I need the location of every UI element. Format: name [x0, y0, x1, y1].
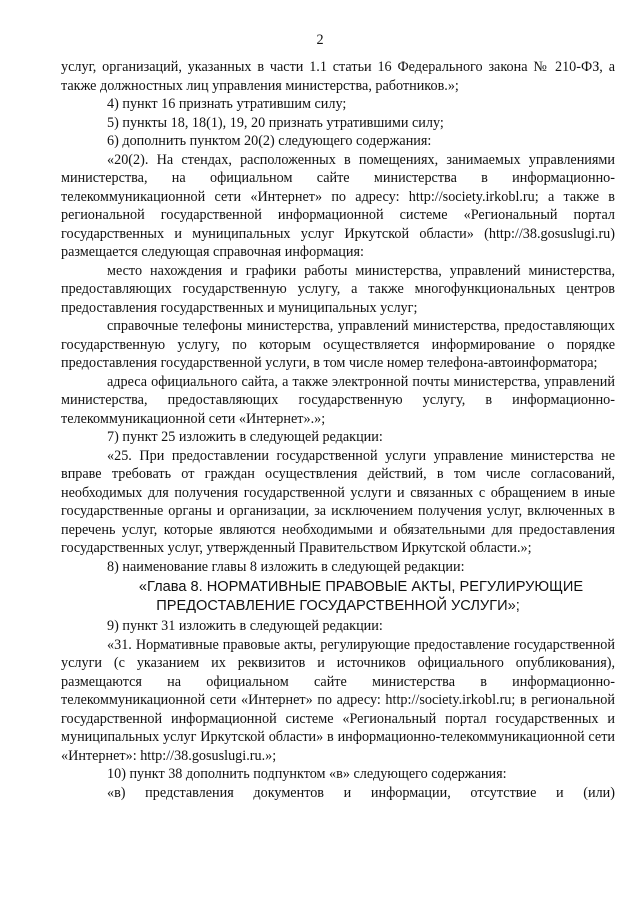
paragraph: адреса официального сайта, а также электронной почты министерства, управлений министерства, предоставляющих государственную услугу, в информационно-телекоммуникационной сети «Интернет».»; — [61, 373, 615, 427]
paragraph: 8) наименование главы 8 изложить в следующей редакции: — [107, 558, 465, 575]
paragraphs-after-heading — [61, 617, 615, 802]
page-number: 2 — [316, 32, 324, 48]
paragraph: 5) пункты 18, 18(1), 19, 20 признать утратившими силу; — [107, 114, 444, 131]
chapter-heading-line-1: «Глава 8. НОРМАТИВНЫЕ ПРАВОВЫЕ АКТЫ, РЕГУЛИРУЮЩИЕ — [138, 579, 584, 595]
paragraph: «20(2). На стендах, расположенных в помещениях, занимаемых управлениями министерства, на официальном сайте министерства в информационно-телекоммуникационной сети «Интернет» по адресу: http://society.irkobl.ru; а также в региональной государственной информационной системе «Региональный портал государственных и муниципальных услуг Иркутской области» (http://38.gosuslugi.ru) размещается следующая справочная информация: — [61, 151, 615, 260]
paragraph: услуг, организаций, указанных в части 1.1 статьи 16 Федерального закона № 210-ФЗ, а также должностных лиц управления министерства, работников.»; — [61, 59, 615, 94]
paragraph: «31. Нормативные правовые акты, регулирующие предоставление государственной услуги (с указанием их реквизитов и источников официального опубликования), размещаются на официальном сайте министерства в информационно-телекоммуникационной сети «Интернет» по адресу: http://society.irkobl.ru; в региональной государственной информационной системе «Региональный портал государственных и муниципальных услуг Иркутской области» в информационно-телекоммуникационной сети «Интернет»: http://38.gosuslugi.ru.»; — [61, 636, 615, 764]
chapter-heading — [61, 578, 615, 615]
paragraph: справочные телефоны министерства, управлений министерства, предоставляющих государственную услугу, по которым осуществляется информирование о порядке предоставления государственной услуги, в том числе номер телефона-автоинформатора; — [61, 318, 615, 371]
chapter-heading-line-2: ПРЕДОСТАВЛЕНИЕ ГОСУДАРСТВЕННОЙ УСЛУГИ»; — [156, 597, 520, 614]
paragraph: «25. При предоставлении государственной услуги управление министерства не вправе требовать от граждан осуществления действий, в том числе согласований, необходимых для получения государственной услуги и связанных с обращением в иные государственные органы и организации, за исключением получения услуг, включенных в перечень услуг, которые являются необходимыми и обязательными для предоставления государственных услуг, утвержденный Правительством Иркутской области.»; — [61, 447, 615, 556]
paragraph: 10) пункт 38 дополнить подпунктом «в» следующего содержания: — [107, 766, 507, 782]
paragraph: 9) пункт 31 изложить в следующей редакции: — [107, 618, 383, 634]
document-body — [61, 58, 615, 802]
paragraph: место нахождения и графики работы министерства, управлений министерства, предоставляющих государственную услугу, а также многофункциональных центров предоставления государственных и муниципальных услуг; — [61, 262, 615, 316]
paragraphs-before-heading — [61, 58, 615, 576]
paragraph: 7) пункт 25 изложить в следующей редакции: — [107, 429, 383, 445]
paragraph: 6) дополнить пунктом 20(2) следующего содержания: — [107, 133, 432, 149]
paragraph: 4) пункт 16 признать утратившим силу; — [107, 96, 347, 112]
paragraph: «в) представления документов и информации, отсутствие и (или) — [107, 784, 615, 801]
